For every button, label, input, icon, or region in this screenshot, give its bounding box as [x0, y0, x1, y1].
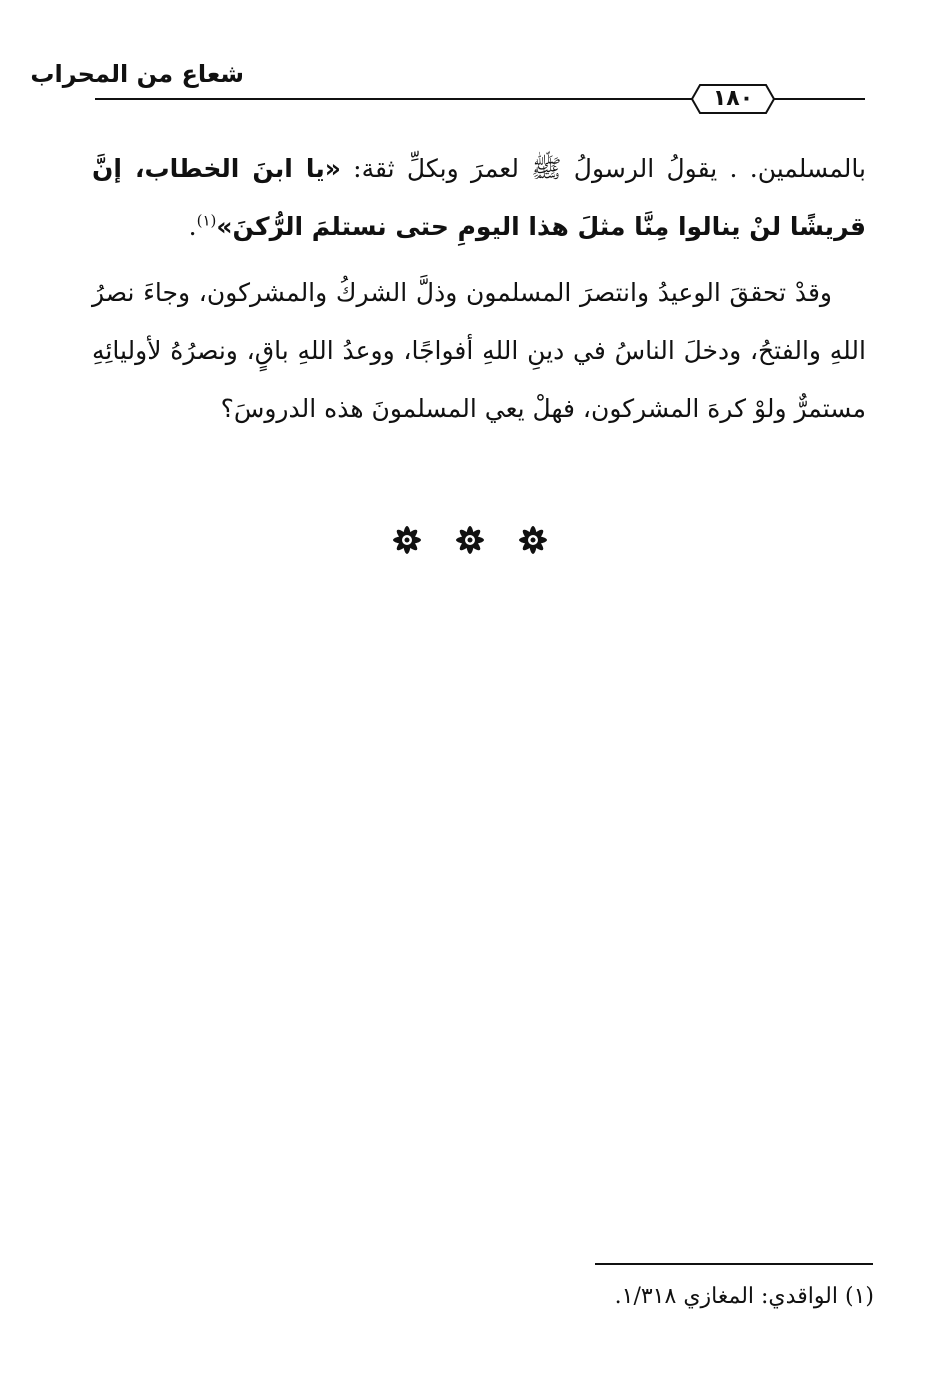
flower-ornament-icon — [453, 523, 487, 557]
page-number-badge — [690, 82, 776, 116]
footnote-rule — [595, 1263, 873, 1265]
flower-ornament-icon — [390, 523, 424, 557]
page-header — [0, 0, 944, 130]
footnote: (١) الواقدي: المغازي ١/٣١٨. — [614, 1284, 874, 1309]
paragraph-1 — [92, 140, 866, 256]
section-separator — [390, 520, 550, 560]
paragraph-1-end: . — [188, 212, 197, 241]
footnote-reference: (١) — [196, 211, 217, 230]
paragraph-1-plain: بالمسلمين. . يقولُ الرسولُ ﷺ لعمرَ وبكلِّ ثقة: — [340, 154, 866, 183]
paragraph-2: وقدْ تحققَ الوعيدُ وانتصرَ المسلمون وذلَّ الشركُ والمشركون، وجاءَ نصرُ اللهِ والفتحُ، ودخلَ الناسُ في دينِ اللهِ أفواجًا، ووعدُ اللهِ باقٍ، ونصرُهُ لأوليائِهِ مستمرٌّ ولوْ كرهَ المشركون، فهلْ يعي المسلمونَ هذه الدروسَ؟ — [92, 278, 866, 423]
hadith-quote: «يا ابنَ الخطاب، إنَّ قريشًا لنْ ينالوا مِنَّا مثلَ هذا اليومِ حتى نستلمَ الرُّكنَ» — [92, 154, 866, 241]
running-title: شعاع من المحراب — [30, 60, 244, 88]
main-text — [92, 140, 866, 438]
flower-ornament-icon — [516, 523, 550, 557]
page-number: ١٨٠ — [712, 86, 754, 111]
